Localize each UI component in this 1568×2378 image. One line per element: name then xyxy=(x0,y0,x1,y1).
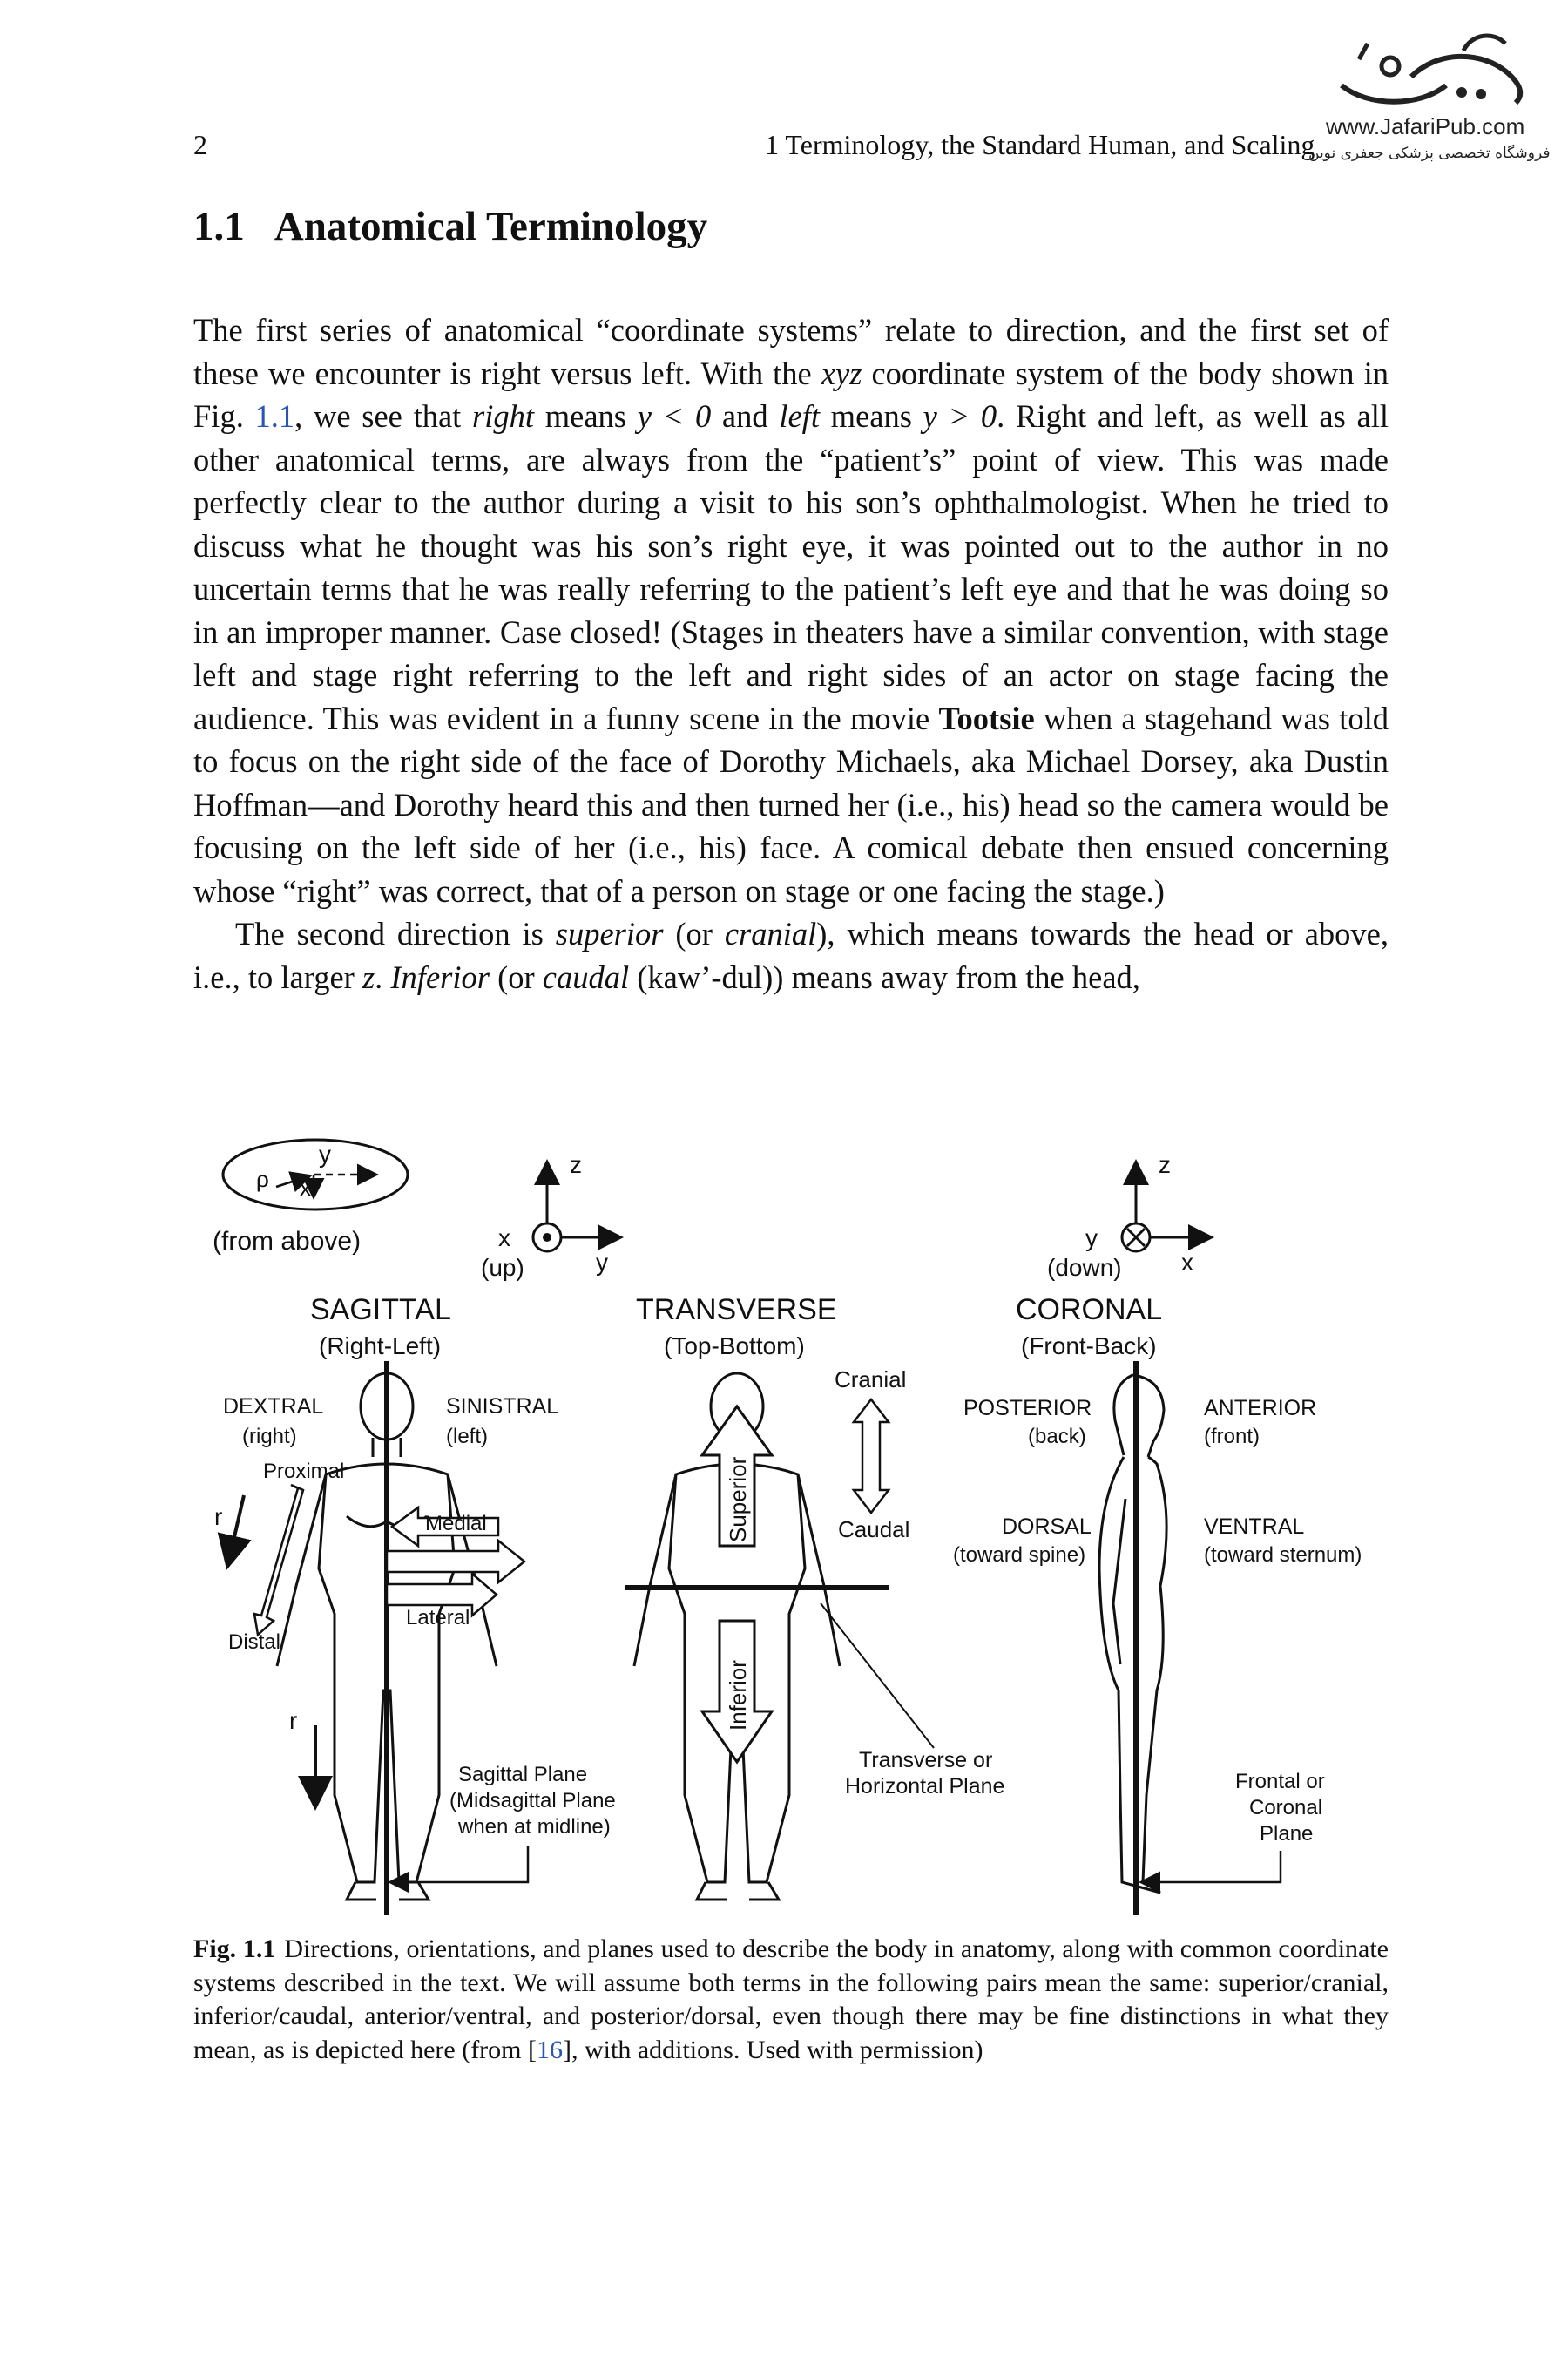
coronal-plane-label-3: Plane xyxy=(1260,1822,1314,1846)
math-condition-left: y > 0 xyxy=(923,398,997,434)
anterior-label: ANTERIOR xyxy=(1204,1396,1317,1420)
transverse-plane-label-1: Transverse or xyxy=(859,1748,993,1772)
transverse-subtitle: (Top-Bottom) xyxy=(664,1332,805,1359)
sagittal-subtitle: (Right-Left) xyxy=(319,1332,442,1359)
axis-up-label: (up) xyxy=(481,1254,524,1281)
posterior-sub-label: (back) xyxy=(1028,1425,1086,1448)
term-left: left xyxy=(779,398,820,434)
dorsal-label: DORSAL xyxy=(1002,1514,1092,1539)
anterior-sub-label: (front) xyxy=(1204,1425,1260,1448)
section-title: Anatomical Terminology xyxy=(274,204,708,249)
math-xyz: xyz xyxy=(821,355,862,391)
dextral-sub-label: (right) xyxy=(242,1425,297,1448)
page-number: 2 xyxy=(193,129,207,160)
superior-label: Superior xyxy=(725,1456,751,1542)
publisher-logo-icon xyxy=(1307,24,1551,120)
top-view-x-label: x xyxy=(300,1175,311,1201)
axes-up xyxy=(481,1151,618,1281)
axis-z-label: z xyxy=(1159,1151,1171,1178)
posterior-label: POSTERIOR xyxy=(963,1396,1092,1420)
axis-y-label: y xyxy=(1085,1224,1098,1251)
citation-link[interactable]: 16 xyxy=(537,2035,563,2064)
running-head: 1 Terminology, the Standard Human, and Scaling xyxy=(765,129,1315,160)
medial-label: Medial xyxy=(425,1512,487,1535)
distal-label: Distal xyxy=(228,1630,281,1654)
axis-x-label: x xyxy=(1181,1249,1193,1276)
term-superior: superior xyxy=(555,916,664,952)
dextral-label: DEXTRAL xyxy=(223,1394,324,1419)
sagittal-plane-label-1: Sagittal Plane xyxy=(458,1763,588,1786)
figure-caption: Fig. 1.1 Directions, orientations, and planes used to describe the body in anatomy, along with common coordinate systems described in the text. We will assume both terms in the following pairs mean the same: superior/cranial, inferior/caudal, anterior/ventral, and posterior/dorsal, even though there may be fine distinctions in what they mean, as is depicted here (from [16], with additions. Used with permission) xyxy=(193,1934,1389,2064)
top-view-y-label: y xyxy=(319,1141,331,1168)
ventral-label: VENTRAL xyxy=(1204,1514,1305,1539)
term-caudal: caudal xyxy=(542,959,630,995)
body-text xyxy=(193,308,1389,999)
coronal-title: CORONAL xyxy=(1016,1293,1163,1326)
sinistral-label: SINISTRAL xyxy=(446,1394,559,1419)
section-heading xyxy=(193,203,707,250)
from-above-label: (from above) xyxy=(213,1227,362,1256)
inferior-label: Inferior xyxy=(725,1660,751,1731)
movie-title: Tootsie xyxy=(938,700,1035,736)
paragraph: The first series of anatomical “coordinate systems” relate to direction, and the first set of these we encounter is right versus left. With the xyz coordinate system of the body shown in Fig. 1.1, we see that right means y < 0 and left means y > 0. Right and left, as well as all other anatomical terms, are always from the “patient’s” point of view. This was made perfectly clear to the author during a visit to his son’s ophthalmologist. When he tried to discuss what he thought was his son’s right eye, it was pointed out to the author in no uncertain terms that he was really referring to the patient’s left eye and that he was doing so in an improper manner. Case closed! (Stages in theaters have a similar convention, with stage left and stage right referring to the left and right sides of an actor on stage facing the audience. This was evident in a funny scene in the movie Tootsie when a stagehand was told to focus on the right side of the face of Dorothy Michaels, aka Michael Dorsey, aka Dustin Hoffman—and Dorothy heard this and then turned her (i.e., his) head so the camera would be focusing on the left side of her (i.e., his) face. A comical debate then ensued concerning whose “right” was correct, that of a person on stage or one facing the stage.) xyxy=(193,312,1389,909)
term-cranial: cranial xyxy=(724,916,817,952)
section-number: 1.1 xyxy=(193,204,245,249)
ventral-sub-label: (toward sternum) xyxy=(1204,1543,1362,1567)
top-view-diagram xyxy=(213,1140,408,1256)
axis-z-label: z xyxy=(570,1151,582,1178)
axis-y-label: y xyxy=(596,1249,608,1276)
axis-down-label: (down) xyxy=(1047,1254,1122,1281)
anatomy-planes-figure xyxy=(193,1133,1389,1917)
proximal-label: Proximal xyxy=(263,1460,345,1483)
axes-down xyxy=(1047,1151,1209,1281)
transverse-title: TRANSVERSE xyxy=(636,1293,837,1326)
paragraph: The second direction is superior (or cranial), which means towards the head or above, i.e., to larger z. Inferior (or caudal (kaw’-dul)) means away from the head, xyxy=(193,916,1389,995)
coronal-body-figure xyxy=(1099,1375,1166,1893)
lateral-arrow xyxy=(387,1541,524,1616)
sinistral-sub-label: (left) xyxy=(446,1425,488,1448)
caudal-label: Caudal xyxy=(838,1516,910,1542)
publisher-tagline: فروشگاه تخصصی پزشکی جعفری نوین xyxy=(1308,145,1551,162)
math-z: z xyxy=(362,959,375,995)
sagittal-plane-label-2: (Midsagittal Plane xyxy=(449,1789,616,1812)
anatomy-figure-svg xyxy=(193,1133,1389,1917)
proximal-distal-arrow xyxy=(254,1485,303,1635)
figure-reference-link[interactable]: 1.1 xyxy=(254,398,295,434)
axis-x-label: x xyxy=(498,1224,510,1251)
cranial-caudal-arrow xyxy=(854,1399,889,1513)
coronal-plane-label-1: Frontal or xyxy=(1235,1770,1325,1793)
publisher-url: www.JafariPub.com xyxy=(1326,113,1525,139)
term-inferior: Inferior xyxy=(390,959,490,995)
math-condition-right: y < 0 xyxy=(637,398,712,434)
r-lower-label: r xyxy=(289,1707,298,1734)
coronal-subtitle: (Front-Back) xyxy=(1021,1332,1157,1359)
dorsal-sub-label: (toward spine) xyxy=(953,1543,1086,1567)
transverse-plane-label-2: Horizontal Plane xyxy=(845,1774,1005,1799)
cranial-label: Cranial xyxy=(835,1366,907,1392)
term-right: right xyxy=(472,398,535,434)
sagittal-plane-label-3: when at midline) xyxy=(458,1815,611,1839)
sagittal-title: SAGITTAL xyxy=(310,1293,451,1326)
figure-label: Fig. 1.1 xyxy=(193,1934,276,1963)
lateral-label: Lateral xyxy=(406,1606,470,1629)
transverse-pointer-line xyxy=(821,1603,934,1748)
r-upper-label: r xyxy=(214,1503,223,1530)
coronal-plane-label-2: Coronal xyxy=(1249,1796,1323,1819)
publisher-watermark xyxy=(1307,24,1551,173)
rho-label: ρ xyxy=(256,1166,269,1192)
